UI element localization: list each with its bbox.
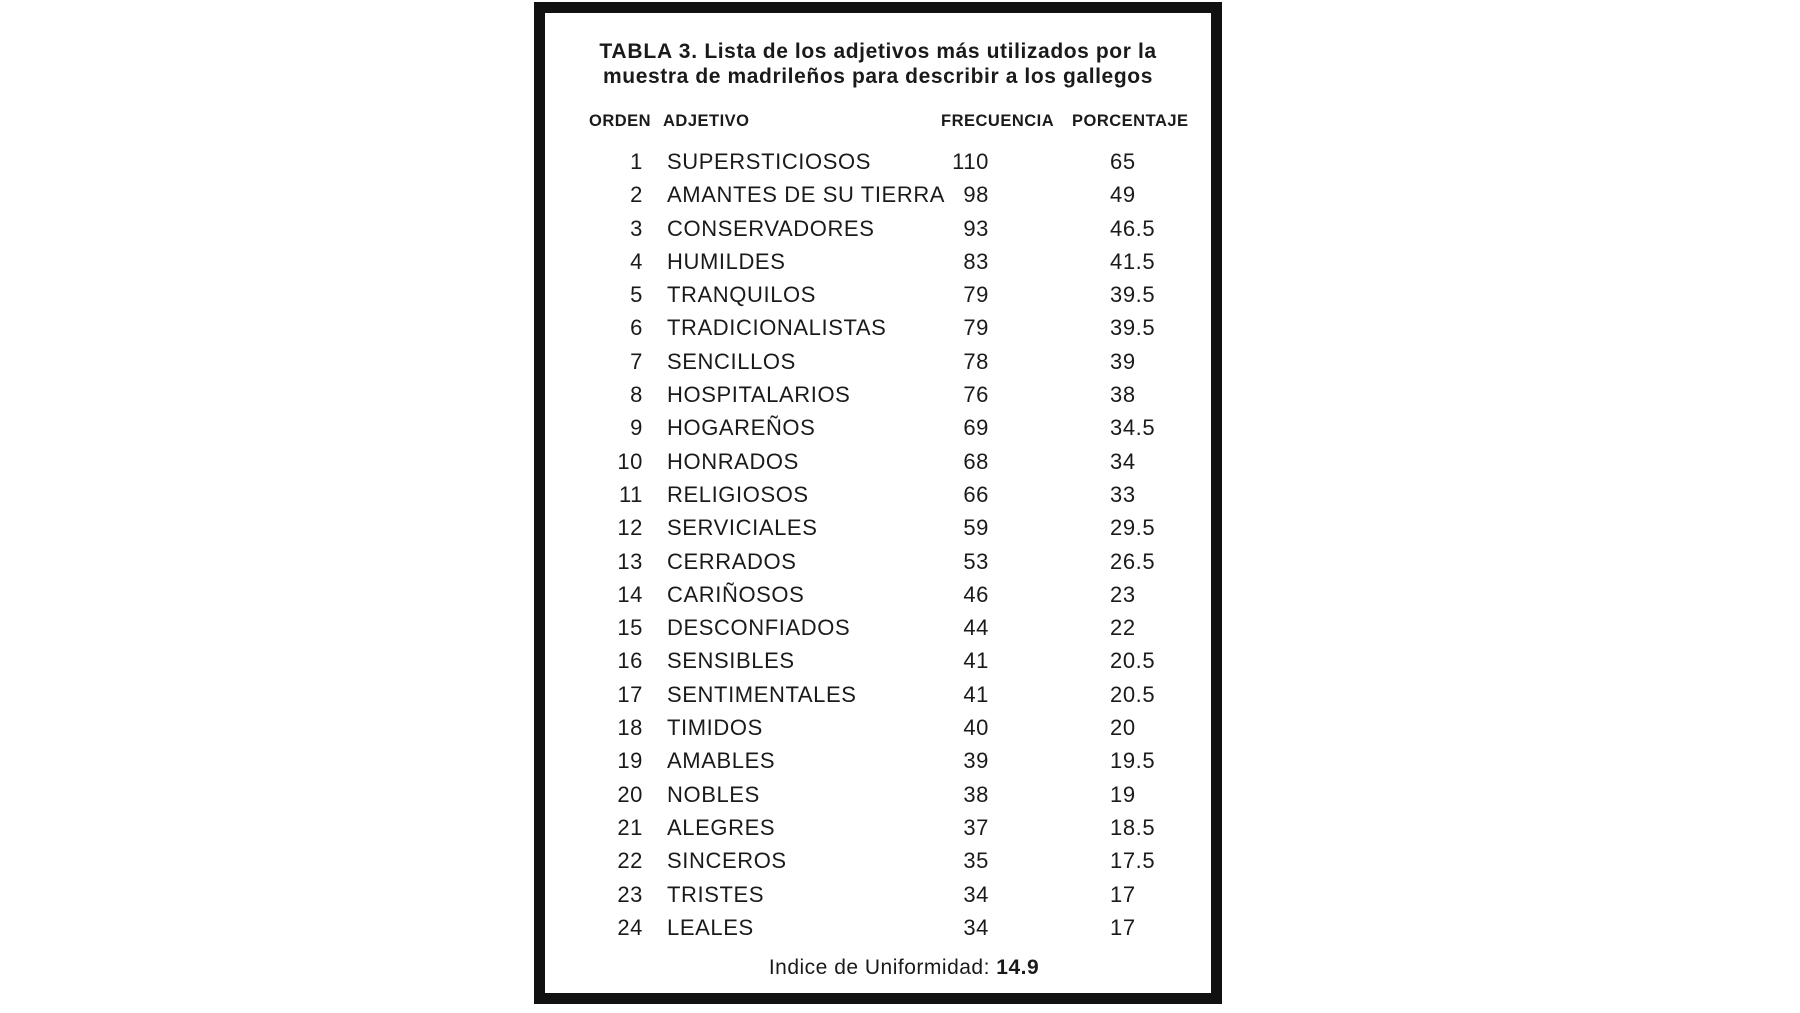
header-porcentaje: PORCENTAJE — [1072, 112, 1189, 130]
cell-orden: 9 — [630, 415, 643, 441]
cell-frecuencia: 93 — [963, 215, 989, 241]
cell-adjetivo: AMABLES — [667, 748, 776, 774]
cell-orden: 16 — [617, 648, 643, 674]
cell-porcentaje: 29.5 — [1110, 515, 1156, 541]
cell-adjetivo: DESCONFIADOS — [667, 615, 851, 641]
cell-adjetivo: TRADICIONALISTAS — [667, 315, 887, 341]
cell-porcentaje: 34 — [1110, 448, 1136, 474]
cell-frecuencia: 34 — [963, 881, 989, 907]
table-title-line1: Lista de los adjetivos más utilizados por la — [704, 40, 1157, 63]
cell-orden: 3 — [630, 215, 643, 241]
cell-porcentaje: 34.5 — [1110, 415, 1156, 441]
cell-adjetivo: ALEGRES — [667, 814, 776, 840]
cell-frecuencia: 98 — [963, 182, 989, 208]
cell-porcentaje: 39 — [1110, 348, 1136, 374]
cell-frecuencia: 83 — [963, 248, 989, 274]
cell-porcentaje: 49 — [1110, 182, 1136, 208]
table-body — [545, 147, 1211, 946]
table-row — [545, 180, 1211, 213]
cell-porcentaje: 39.5 — [1110, 315, 1156, 341]
table-row — [545, 713, 1211, 746]
cell-frecuencia: 46 — [963, 581, 989, 607]
cell-porcentaje: 65 — [1110, 149, 1136, 174]
cell-porcentaje: 17 — [1110, 881, 1136, 907]
cell-adjetivo: SENCILLOS — [667, 348, 796, 374]
cell-adjetivo: RELIGIOSOS — [667, 481, 809, 507]
cell-frecuencia: 41 — [963, 681, 989, 707]
cell-frecuencia: 68 — [963, 448, 989, 474]
table-row — [545, 780, 1211, 813]
table-title-label: TABLA 3. — [599, 40, 698, 63]
cell-orden: 24 — [617, 914, 643, 940]
cell-frecuencia: 37 — [963, 814, 989, 840]
cell-adjetivo: HONRADOS — [667, 448, 799, 474]
cell-adjetivo: SENSIBLES — [667, 648, 795, 674]
cell-frecuencia: 39 — [963, 748, 989, 774]
table-row — [545, 214, 1211, 247]
cell-porcentaje: 22 — [1110, 615, 1136, 641]
cell-frecuencia: 66 — [963, 481, 989, 507]
cell-adjetivo: CONSERVADORES — [667, 215, 875, 241]
cell-frecuencia: 53 — [963, 548, 989, 574]
cell-frecuencia: 78 — [963, 348, 989, 374]
table-row — [545, 313, 1211, 346]
cell-adjetivo: CARIÑOSOS — [667, 581, 805, 607]
cell-orden: 6 — [630, 315, 643, 341]
cell-porcentaje: 19 — [1110, 781, 1136, 807]
cell-adjetivo: LEALES — [667, 914, 754, 940]
table-row — [545, 280, 1211, 313]
table-row — [545, 380, 1211, 413]
cell-porcentaje: 39.5 — [1110, 282, 1156, 308]
cell-orden: 13 — [617, 548, 643, 574]
cell-orden: 8 — [630, 382, 643, 408]
cell-porcentaje: 23 — [1110, 581, 1136, 607]
cell-orden: 21 — [617, 814, 643, 840]
table-title-line2: muestra de madrileños para describir a los gallegos — [603, 65, 1153, 88]
cell-porcentaje: 33 — [1110, 481, 1136, 507]
cell-orden: 7 — [630, 348, 643, 374]
cell-orden: 12 — [617, 515, 643, 541]
cell-adjetivo: SENTIMENTALES — [667, 681, 857, 707]
cell-adjetivo: CERRADOS — [667, 548, 797, 574]
cell-adjetivo: HOSPITALARIOS — [667, 382, 851, 408]
cell-porcentaje: 26.5 — [1110, 548, 1156, 574]
table-footer — [545, 956, 1211, 980]
table-row — [545, 646, 1211, 679]
table-row — [545, 547, 1211, 580]
cell-frecuencia: 79 — [963, 282, 989, 308]
table-row — [545, 613, 1211, 646]
cell-adjetivo: AMANTES DE SU TIERRA — [667, 182, 946, 208]
header-adjetivo: ADJETIVO — [663, 112, 750, 130]
cell-porcentaje: 18.5 — [1110, 814, 1156, 840]
cell-orden: 4 — [630, 248, 643, 274]
header-orden: ORDEN — [589, 112, 652, 130]
cell-frecuencia: 41 — [963, 648, 989, 674]
cell-adjetivo: HOGAREÑOS — [667, 415, 816, 441]
cell-porcentaje: 17.5 — [1110, 848, 1156, 874]
cell-frecuencia: 40 — [963, 715, 989, 741]
cell-orden: 19 — [617, 748, 643, 774]
table-title — [565, 39, 1191, 89]
cell-adjetivo: SINCEROS — [667, 848, 787, 874]
cell-porcentaje: 38 — [1110, 382, 1136, 408]
cell-adjetivo: TRANQUILOS — [667, 282, 817, 308]
cell-orden: 5 — [630, 282, 643, 308]
table-row — [545, 147, 1211, 180]
table-row — [545, 247, 1211, 280]
table-row — [545, 580, 1211, 613]
table-row — [545, 413, 1211, 446]
table-header — [545, 112, 1211, 134]
table-row — [545, 746, 1211, 779]
table-frame — [534, 2, 1222, 1004]
cell-porcentaje: 19.5 — [1110, 748, 1156, 774]
cell-frecuencia: 69 — [963, 415, 989, 441]
cell-orden: 20 — [617, 781, 643, 807]
cell-orden: 23 — [617, 881, 643, 907]
cell-porcentaje: 20 — [1110, 715, 1136, 741]
footer-label: Indice de Uniformidad: — [768, 956, 990, 979]
table-row — [545, 347, 1211, 380]
table-row — [545, 880, 1211, 913]
header-frecuencia: FRECUENCIA — [941, 112, 1055, 130]
cell-orden: 10 — [617, 448, 643, 474]
table-row — [545, 447, 1211, 480]
cell-frecuencia: 79 — [963, 315, 989, 341]
cell-orden: 1 — [630, 149, 643, 174]
table-row — [545, 513, 1211, 546]
cell-orden: 18 — [617, 715, 643, 741]
cell-orden: 11 — [618, 481, 643, 507]
cell-orden: 22 — [617, 848, 643, 874]
cell-porcentaje: 20.5 — [1110, 648, 1156, 674]
cell-orden: 2 — [630, 182, 643, 208]
cell-porcentaje: 41.5 — [1110, 248, 1156, 274]
table-row — [545, 913, 1211, 946]
cell-adjetivo: NOBLES — [667, 781, 760, 807]
table-row — [545, 813, 1211, 846]
cell-porcentaje: 20.5 — [1110, 681, 1156, 707]
cell-orden: 17 — [617, 681, 643, 707]
cell-adjetivo: SERVICIALES — [667, 515, 818, 541]
cell-frecuencia: 59 — [963, 515, 989, 541]
cell-adjetivo: TIMIDOS — [667, 715, 763, 741]
cell-adjetivo: HUMILDES — [667, 248, 786, 274]
table-row — [545, 846, 1211, 879]
cell-frecuencia: 34 — [963, 914, 989, 940]
cell-porcentaje: 46.5 — [1110, 215, 1156, 241]
cell-orden: 15 — [617, 615, 643, 641]
cell-orden: 14 — [617, 581, 643, 607]
cell-frecuencia: 44 — [963, 615, 989, 641]
cell-frecuencia: 35 — [963, 848, 989, 874]
cell-adjetivo: SUPERSTICIOSOS — [667, 149, 871, 174]
cell-adjetivo: TRISTES — [667, 881, 765, 907]
cell-porcentaje: 17 — [1110, 914, 1136, 940]
cell-frecuencia: 76 — [963, 382, 989, 408]
table-row — [545, 480, 1211, 513]
cell-frecuencia: 110 — [952, 149, 989, 174]
table-row — [545, 680, 1211, 713]
footer-value: 14.9 — [996, 956, 1040, 979]
cell-frecuencia: 38 — [963, 781, 989, 807]
